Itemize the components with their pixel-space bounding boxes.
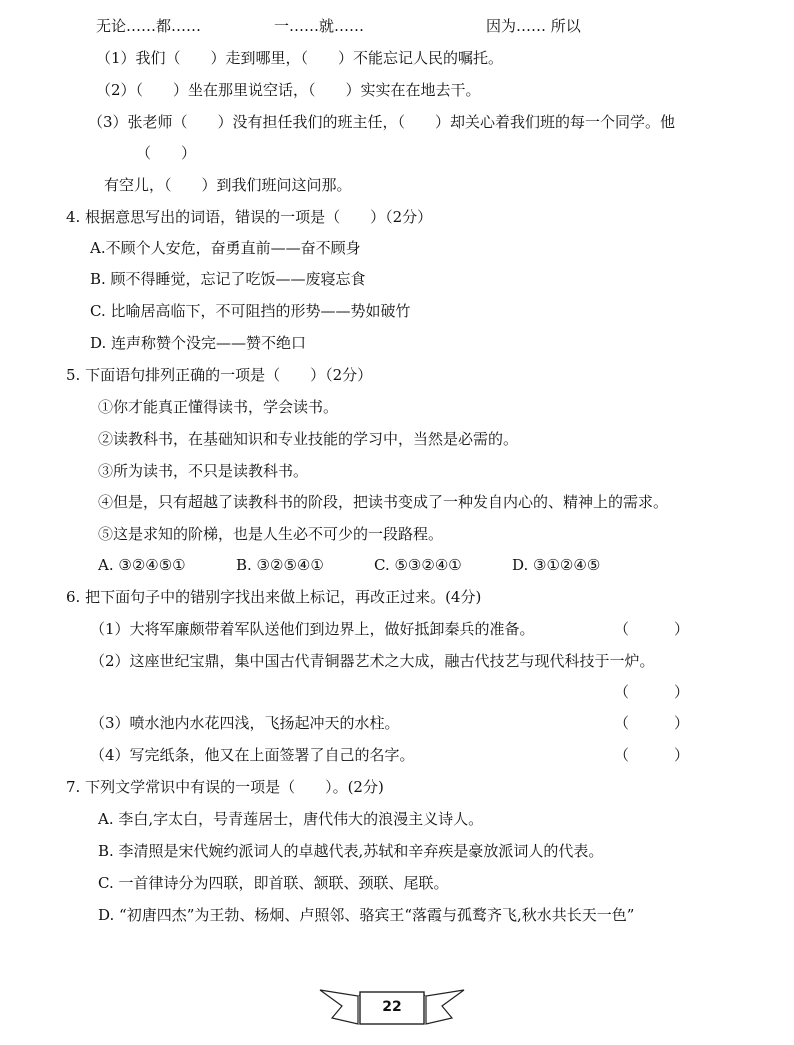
q6-answer-blank-2: （ ）: [614, 683, 690, 701]
q3-item-3-blank: （ ）: [136, 144, 197, 162]
q7-option-a: A. 李白,字太白，号青莲居士，唐代伟大的浪漫主义诗人。: [98, 810, 484, 828]
q6-answer-blank-4: （ ）: [614, 746, 690, 764]
q6-item-1: （1）大将军廉颇带着军队送他们到边界上，做好抵卸秦兵的准备。: [90, 620, 535, 638]
q5-sentence-4: ④但是，只有超越了读教科书的阶段，把读书变成了一种发自内心的、精神上的需求。: [98, 493, 669, 511]
conjunction-option-1: 无论……都……: [96, 17, 202, 35]
q4-option-a: A.不顾个人安危，奋勇直前——奋不顾身: [90, 239, 361, 257]
q3-item-2: （2）（ ）坐在那里说空话，（ ）实实在在地去干。: [96, 81, 481, 99]
q5-sentence-1: ①你才能真正懂得读书，学会读书。: [98, 398, 339, 416]
q3-item-1: （1）我们（ ）走到哪里，（ ）不能忘记人民的嘱托。: [96, 49, 504, 67]
q5-option-a: A. ③②④⑤①: [98, 556, 186, 574]
q6-item-3: （3）喷水池内水花四浅，飞扬起冲天的水柱。: [90, 714, 400, 732]
page-number: 22: [382, 999, 402, 1015]
q4-option-b: B. 顾不得睡觉，忘记了吃饭——废寝忘食: [90, 270, 366, 288]
q5-option-c: C. ⑤③②④①: [374, 556, 462, 574]
q7-option-b: B. 李清照是宋代婉约派词人的卓越代表,苏轼和辛弃疾是豪放派词人的代表。: [98, 842, 604, 860]
q5-sentence-3: ③所为读书，不只是读教科书。: [98, 462, 309, 480]
q3-item-3-cont: 有空儿，（ ）到我们班问这问那。: [104, 176, 352, 194]
q5-option-d: D. ③①②④⑤: [512, 556, 601, 574]
conjunction-option-2: 一……就……: [274, 17, 365, 35]
q4-option-d: D. 连声称赞个没完——赞不绝口: [90, 334, 307, 352]
conjunction-option-3: 因为…… 所以: [486, 17, 581, 35]
q7-option-c: C. 一首律诗分为四联，即首联、颔联、颈联、尾联。: [98, 874, 449, 892]
q5-stem: 5. 下面语句排列正确的一项是（ ）（2分）: [66, 366, 373, 384]
q6-item-4: （4）写完纸条，他又在上面签署了自己的名字。: [90, 746, 415, 764]
q6-stem: 6. 把下面句子中的错别字找出来做上标记，再改正过来。(4分): [66, 588, 482, 606]
q4-option-c: C. 比喻居高临下，不可阻挡的形势——势如破竹: [90, 302, 411, 320]
q7-option-d: D. “初唐四杰”为王勃、杨炯、卢照邻、骆宾王“落霞与孤鹜齐飞,秋水共长天一色”: [98, 906, 635, 924]
q5-sentence-2: ②读教科书，在基础知识和专业技能的学习中，当然是必需的。: [98, 430, 519, 448]
q6-answer-blank-1: （ ）: [614, 620, 690, 638]
q5-sentence-5: ⑤这是求知的阶梯，也是人生必不可少的一段路程。: [98, 525, 444, 543]
q6-item-2: （2）这座世纪宝鼎，集中国古代青铜器艺术之大成，融古代技艺与现代科技于一炉。: [90, 652, 655, 670]
q6-answer-blank-3: （ ）: [614, 714, 690, 732]
q7-stem: 7. 下列文学常识中有误的一项是（ ）。(2分): [66, 778, 384, 796]
q5-option-b: B. ③②⑤④①: [236, 556, 324, 574]
q3-item-3: （3）张老师（ ）没有担任我们的班主任，（ ）却关心着我们班的每一个同学。他: [88, 113, 676, 131]
q4-stem: 4. 根据意思写出的词语，错误的一项是（ ）（2分）: [66, 208, 433, 226]
